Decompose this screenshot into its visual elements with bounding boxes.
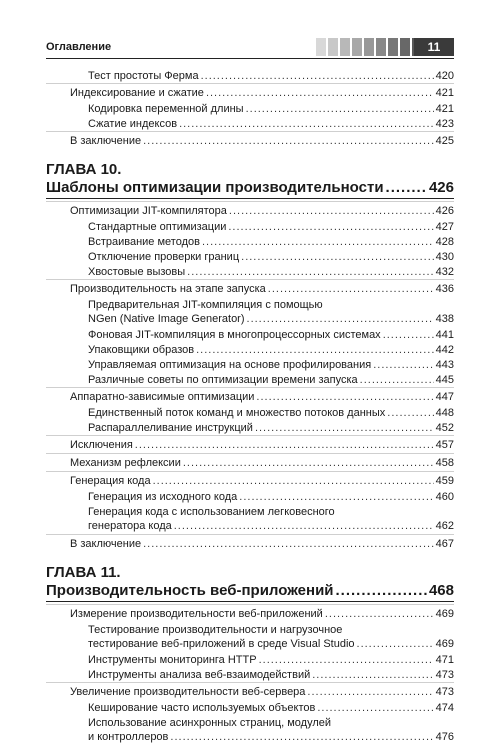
toc-entry-page: 441 — [435, 328, 454, 341]
toc-entry[interactable] — [46, 357, 454, 372]
toc-entry-page: 462 — [435, 520, 454, 532]
leader-dots — [196, 343, 434, 357]
toc-entry[interactable] — [46, 279, 454, 297]
toc-entry-title: Хвостовые вызовы — [88, 265, 186, 278]
toc-entry-title: Различные советы по оптимизации времени запуска — [88, 373, 358, 386]
toc-entry-second-line — [88, 637, 454, 651]
toc-entry[interactable] — [46, 219, 454, 234]
toc-entry-title: Встраивание методов — [88, 235, 200, 248]
chapter-10-title-text: Шаблоны оптимизации производительности — [46, 179, 384, 196]
leader-dots — [170, 730, 433, 744]
leader-dots — [135, 438, 434, 452]
leader-dots — [357, 637, 434, 651]
toc-entry-page: 471 — [435, 653, 454, 666]
toc-entry-title: Управляемая оптимизация на основе профилирования — [88, 358, 372, 371]
leader-dots — [241, 250, 434, 264]
toc-entry-title: Тест простоты Ферма — [88, 69, 199, 82]
toc-entry-page: 428 — [435, 235, 454, 248]
leader-dots — [143, 537, 434, 551]
toc-entry-title: Кеширование часто используемых объектов — [88, 701, 316, 714]
toc-entry[interactable] — [46, 264, 454, 279]
gray-strip-block — [376, 38, 386, 56]
toc-entry-title: Производительность на этапе запуска — [70, 282, 266, 295]
toc-entry-title-continued: NGen (Native Image Generator) — [88, 313, 245, 325]
leader-dots — [183, 456, 434, 470]
toc-entry-title: Распараллеливание инструкций — [88, 421, 253, 434]
toc-entry-title: В заключение — [70, 537, 142, 550]
toc-entry-page: 473 — [435, 668, 454, 681]
toc-entry[interactable] — [46, 682, 454, 700]
toc-entry[interactable] — [46, 327, 454, 342]
leader-dots — [246, 102, 434, 116]
toc-entry[interactable] — [46, 435, 454, 453]
toc-entry[interactable] — [46, 715, 454, 745]
toc-entry-page: 457 — [435, 438, 454, 451]
toc-entry[interactable] — [46, 116, 454, 131]
gray-gradient-strip — [316, 38, 422, 56]
chapter-11-label: ГЛАВА 11. — [46, 564, 121, 581]
toc-entry-second-line — [88, 730, 454, 744]
toc-entry-title: Сжатие индексов — [88, 117, 178, 130]
leader-dots — [259, 653, 434, 667]
toc-entry-title: Инструменты мониторинга HTTP — [88, 653, 257, 666]
toc-entry-page: 427 — [435, 220, 454, 233]
toc-entry[interactable] — [46, 297, 454, 327]
header-rule — [46, 58, 454, 59]
chapter-10-page: 426 — [428, 179, 454, 196]
toc-entry[interactable] — [46, 201, 454, 219]
toc-entry-page: 442 — [435, 343, 454, 356]
chapter-11-title — [46, 582, 454, 602]
toc-entry-page: 467 — [435, 537, 454, 550]
leader-dots — [206, 86, 434, 100]
toc-entry-page: 460 — [435, 490, 454, 503]
toc-entry-page: 443 — [435, 358, 454, 371]
toc-entry-page: 421 — [435, 102, 454, 115]
toc-entry-title: Генерация кода с использованием легковесного — [88, 506, 335, 518]
leader-dots — [247, 312, 434, 326]
leader-dots — [373, 358, 433, 372]
toc-entry[interactable] — [46, 249, 454, 264]
chapter-11-title-text: Производительность веб-приложений — [46, 582, 334, 599]
toc-entry[interactable] — [46, 504, 454, 534]
chapter-10-title — [46, 179, 454, 199]
toc-entry-title: Исключения — [70, 438, 133, 451]
toc-entry-title: Кодировка переменной длины — [88, 102, 244, 115]
toc-entry[interactable] — [46, 131, 454, 149]
leader-dots — [201, 69, 434, 83]
toc-entry-page: 420 — [435, 69, 454, 82]
toc-entry[interactable] — [46, 453, 454, 471]
toc-entry-title: Генерация из исходного кода — [88, 490, 238, 503]
leader-dots — [255, 421, 434, 435]
toc-entry[interactable] — [46, 652, 454, 667]
toc-entry[interactable] — [46, 604, 454, 622]
toc-entry-title: Увеличение производительности веб-сервера — [70, 685, 306, 698]
toc-entry-title: Аппаратно-зависимые оптимизации — [70, 390, 255, 403]
toc-entry-page: 430 — [435, 250, 454, 263]
toc-entry-title: Отключение проверки границ — [88, 250, 240, 263]
toc-entry-title: Инструменты анализа веб-взаимодействий — [88, 668, 311, 681]
toc-entry-title: Механизм рефлексии — [70, 456, 181, 469]
toc-entry-title: Использование асинхронных страниц, модулей — [88, 717, 332, 729]
toc-entry[interactable] — [46, 534, 454, 552]
toc-entry-page: 458 — [435, 456, 454, 469]
leader-dots — [256, 390, 433, 404]
toc-entry[interactable] — [46, 68, 454, 83]
toc-entry-title: Предварительная JIT-компиляция с помощью — [88, 299, 323, 311]
leader-dots — [202, 235, 434, 249]
toc-entry-title: Фоновая JIT-компиляция в многопроцессорных системах — [88, 328, 381, 341]
gray-strip-block — [400, 38, 410, 56]
gray-strip-block — [364, 38, 374, 56]
leader-dots — [387, 406, 433, 420]
leader-dots — [143, 134, 434, 148]
leader-dots — [179, 117, 434, 131]
toc-entry-title: Упаковщики образов — [88, 343, 195, 356]
leader-dots — [383, 328, 434, 342]
leader-dots — [228, 220, 433, 234]
leader-dots — [153, 474, 434, 488]
gray-strip-block — [352, 38, 362, 56]
leader-dots — [317, 701, 433, 715]
toc-entry-title-continued: и контроллеров — [88, 731, 169, 743]
toc-entry[interactable] — [46, 489, 454, 504]
chapter-10-label: ГЛАВА 10. — [46, 161, 122, 178]
toc-entry-title-continued: генератора кода — [88, 520, 172, 532]
chapter-11-page: 468 — [428, 582, 454, 599]
toc-entry-title: Оптимизации JIT-компилятора — [70, 204, 227, 217]
toc-entry[interactable] — [46, 405, 454, 420]
toc-entry-page: 425 — [435, 134, 454, 147]
toc-top-section — [46, 68, 454, 149]
toc-entry-title: В заключение — [70, 134, 142, 147]
toc-entry[interactable] — [46, 420, 454, 435]
leader-dots — [187, 265, 433, 279]
toc-entry[interactable] — [46, 83, 454, 101]
leader-dots — [336, 582, 427, 600]
toc-entry-title-continued: тестирование веб-приложений в среде Visual Studio — [88, 638, 355, 650]
leader-dots — [386, 179, 427, 197]
leader-dots — [325, 607, 434, 621]
leader-dots — [268, 282, 434, 296]
toc-entry-page: 426 — [435, 204, 454, 217]
toc-entry-title: Генерация кода — [70, 474, 151, 487]
toc-entry[interactable] — [46, 234, 454, 249]
toc-entry-page: 469 — [435, 638, 454, 650]
toc-entry-page: 445 — [435, 373, 454, 386]
running-head: Оглавление — [46, 41, 112, 53]
toc-entry[interactable] — [46, 101, 454, 116]
toc-entry[interactable] — [46, 342, 454, 357]
toc-entry-page: 473 — [435, 685, 454, 698]
page-number: 11 — [414, 38, 454, 56]
toc-entry-page: 432 — [435, 265, 454, 278]
toc-entry-page: 436 — [435, 282, 454, 295]
toc-entry-page: 469 — [435, 607, 454, 620]
toc-entry-title: Индексирование и сжатие — [70, 86, 204, 99]
toc-entry[interactable] — [46, 372, 454, 387]
toc-entry[interactable] — [46, 387, 454, 405]
page-header — [0, 0, 500, 60]
toc-entry-page: 459 — [435, 474, 454, 487]
toc-entry-page: 448 — [435, 406, 454, 419]
toc-entry-title: Единственный поток команд и множество потоков данных — [88, 406, 386, 419]
toc-entry-title: Стандартные оптимизации — [88, 220, 227, 233]
gray-strip-block — [340, 38, 350, 56]
toc-entry-page: 423 — [435, 117, 454, 130]
chapter-10-entries — [46, 201, 454, 552]
leader-dots — [307, 685, 433, 699]
toc-entry-second-line — [88, 519, 454, 533]
toc-entry-page: 421 — [435, 86, 454, 99]
leader-dots — [174, 519, 434, 533]
toc-entry-second-line — [88, 312, 454, 326]
leader-dots — [312, 668, 433, 682]
toc-entry-title: Тестирование производительности и нагрузочное — [88, 624, 343, 636]
leader-dots — [360, 373, 434, 387]
toc-entry-page: 447 — [435, 390, 454, 403]
leader-dots — [229, 204, 434, 218]
chapter-11-entries — [46, 604, 454, 745]
toc-entry[interactable] — [46, 700, 454, 715]
toc-entry-page: 438 — [435, 313, 454, 325]
leader-dots — [239, 490, 433, 504]
toc-entry[interactable] — [46, 622, 454, 652]
toc-entry-page: 452 — [435, 421, 454, 434]
toc-entry[interactable] — [46, 667, 454, 682]
toc-entry-title: Измерение производительности веб-приложений — [70, 607, 323, 620]
toc-entry-page: 474 — [435, 701, 454, 714]
toc-entry-page: 476 — [435, 731, 454, 743]
gray-strip-block — [328, 38, 338, 56]
table-of-contents — [46, 68, 454, 745]
gray-strip-block — [316, 38, 326, 56]
gray-strip-block — [388, 38, 398, 56]
toc-entry[interactable] — [46, 471, 454, 489]
